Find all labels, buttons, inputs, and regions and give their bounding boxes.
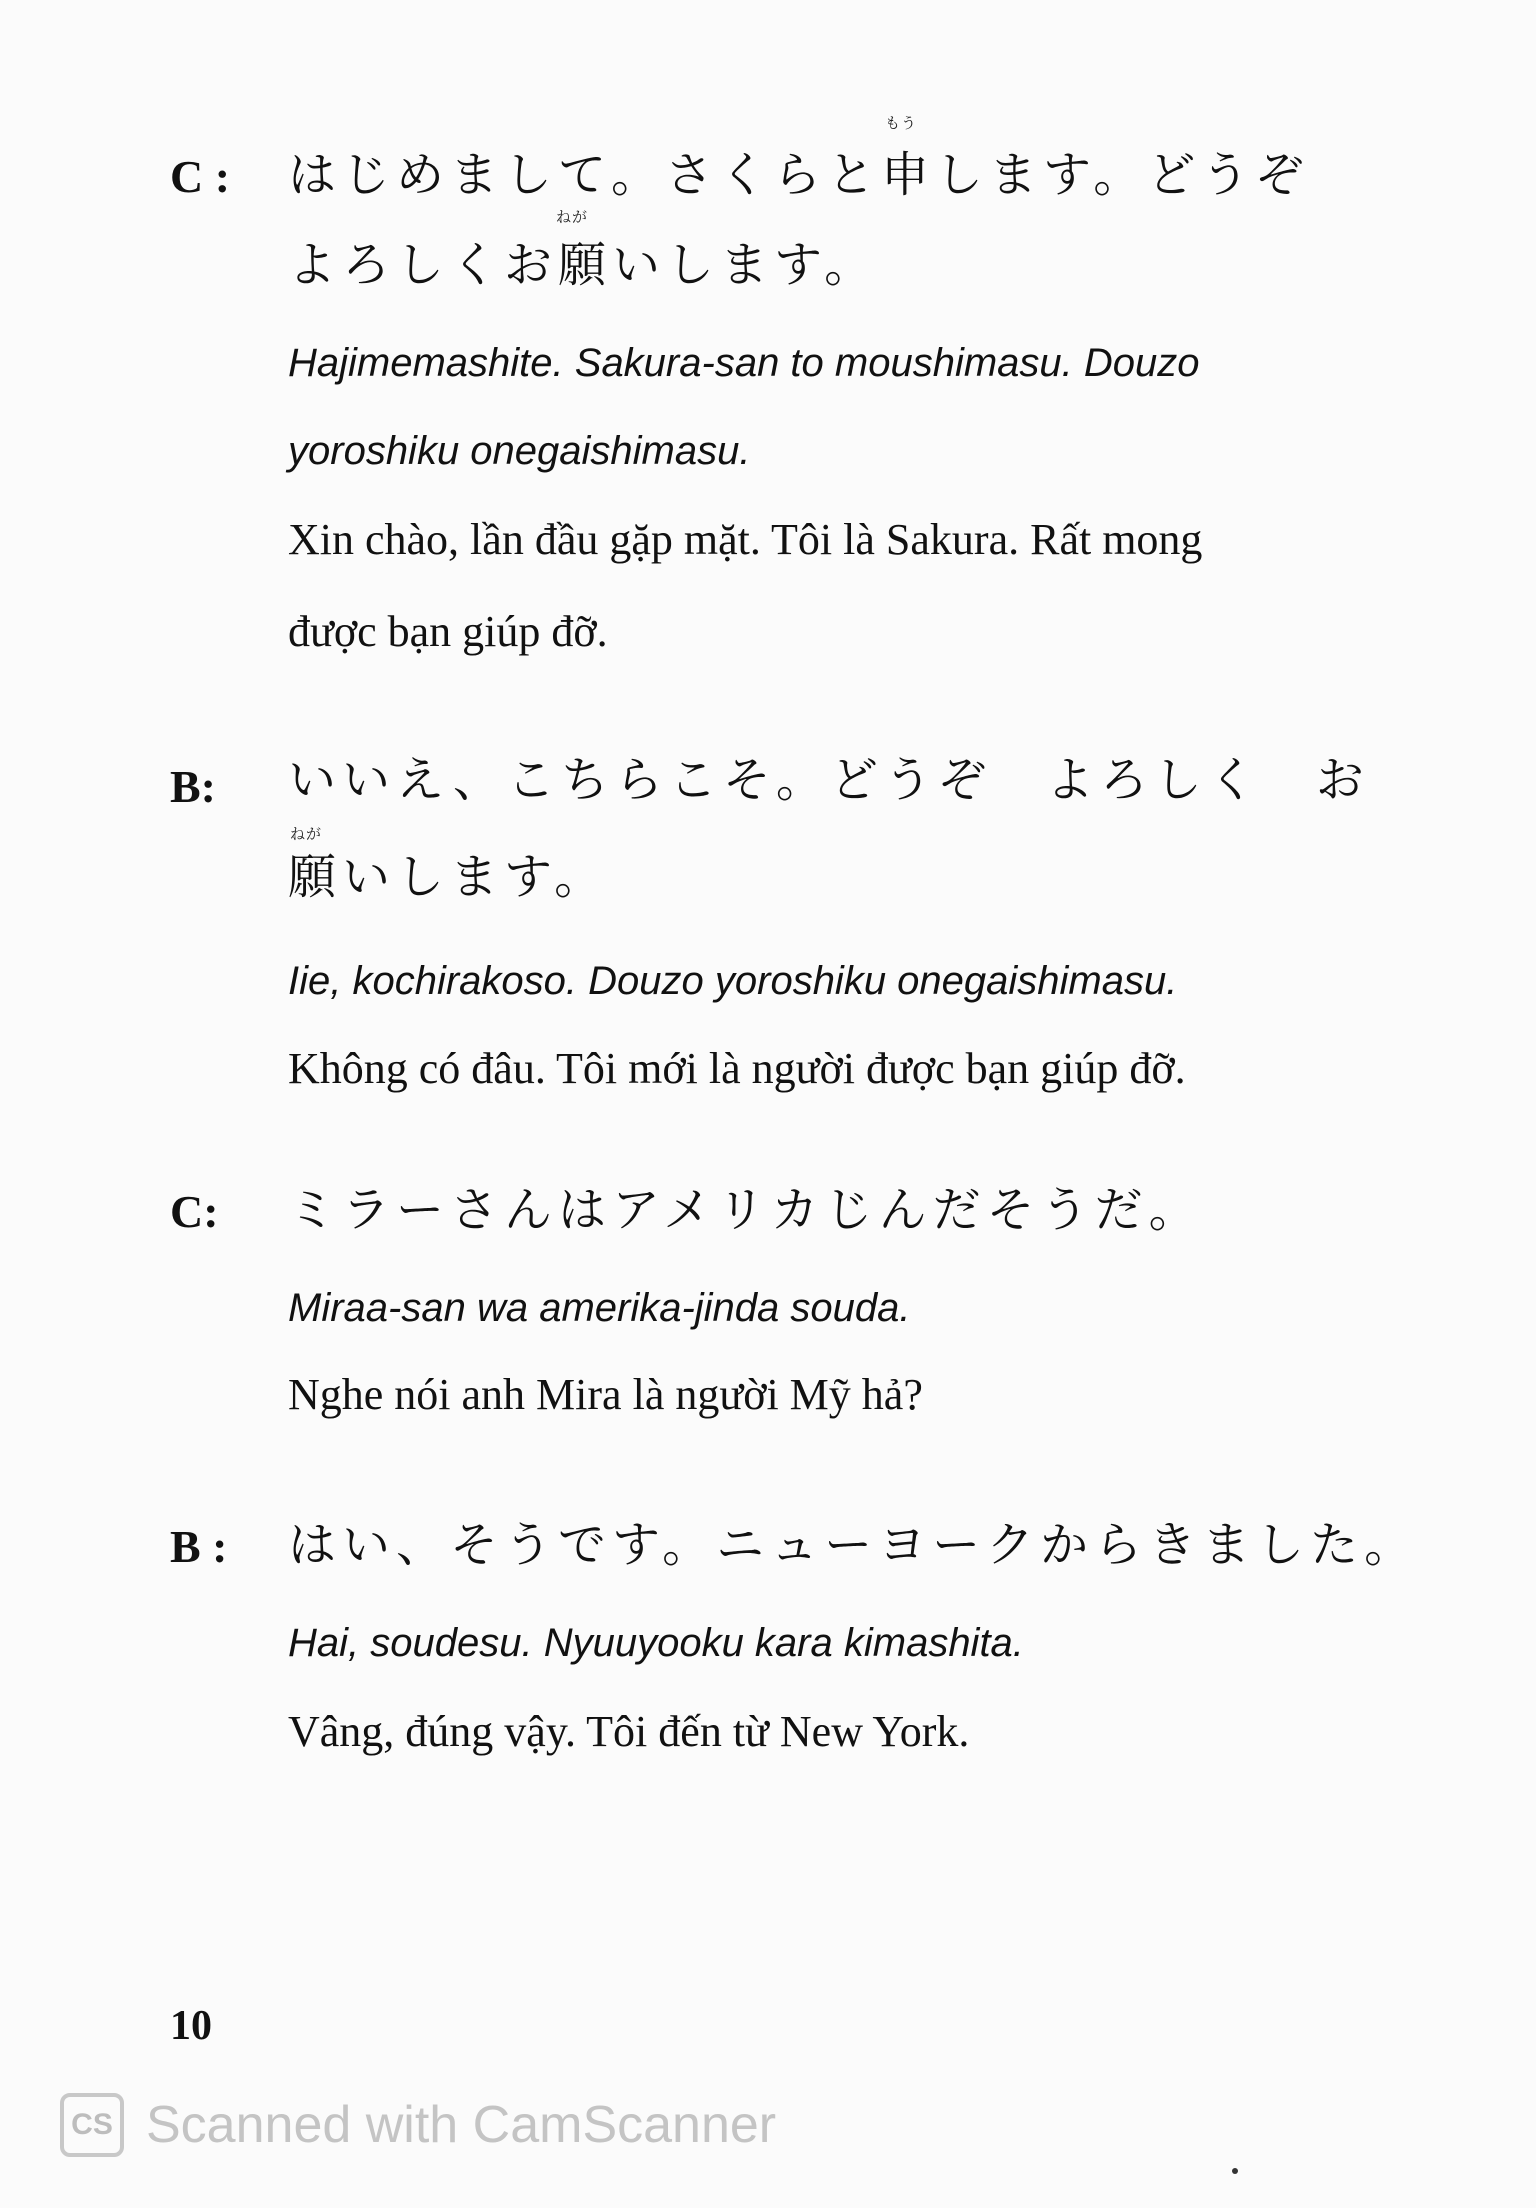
vietnamese-line: Xin chào, lần đầu gặp mặt. Tôi là Sakura. Rất mong (288, 515, 1203, 564)
romaji-line: Hajimemashite. Sakura-san to moushimasu. Douzo (288, 341, 1200, 385)
japanese-line: 願いします。 (288, 849, 609, 905)
romaji-line: yoroshiku onegaishimasu. (288, 429, 751, 473)
japanese-line: いいえ、こちらこそ。どうぞ よろしく お (288, 752, 1370, 808)
speaker-label: B : (170, 1521, 228, 1572)
romaji-line: Hai, soudesu. Nyuuyooku kara kimashita. (288, 1621, 1024, 1665)
vietnamese-line: Nghe nói anh Mira là người Mỹ hả? (288, 1370, 923, 1419)
watermark-text: Scanned with CamScanner (146, 2096, 777, 2154)
japanese-line: はじめまして。さくらと申します。どうぞ (288, 147, 1310, 203)
camscanner-logo-icon: CS (60, 2093, 124, 2157)
furigana: ねが (290, 825, 323, 843)
romaji-line: Miraa-san wa amerika-jinda souda. (288, 1286, 911, 1330)
scan-speck (1232, 2168, 1238, 2174)
speaker-label: B: (170, 761, 216, 812)
furigana: もう (885, 114, 918, 132)
speaker-label: C: (170, 1186, 219, 1237)
japanese-line: はい、そうです。ニューヨークからきました。 (288, 1517, 1419, 1573)
japanese-line: ミラーさんはアメリカじんだそうだ。 (288, 1182, 1203, 1238)
vietnamese-line: Vâng, đúng vậy. Tôi đến từ New York. (288, 1707, 970, 1756)
furigana: ねが (556, 208, 589, 226)
japanese-line: よろしくお願いします。 (288, 237, 879, 293)
speaker-label: C : (170, 151, 231, 202)
page-number: 10 (170, 2003, 212, 2049)
vietnamese-line: Không có đâu. Tôi mới là người được bạn giúp đỡ. (288, 1044, 1186, 1093)
romaji-line: Iie, kochirakoso. Douzo yoroshiku onegaishimasu. (288, 959, 1178, 1003)
vietnamese-line: được bạn giúp đỡ. (288, 607, 608, 656)
camscanner-watermark (60, 2085, 776, 2165)
